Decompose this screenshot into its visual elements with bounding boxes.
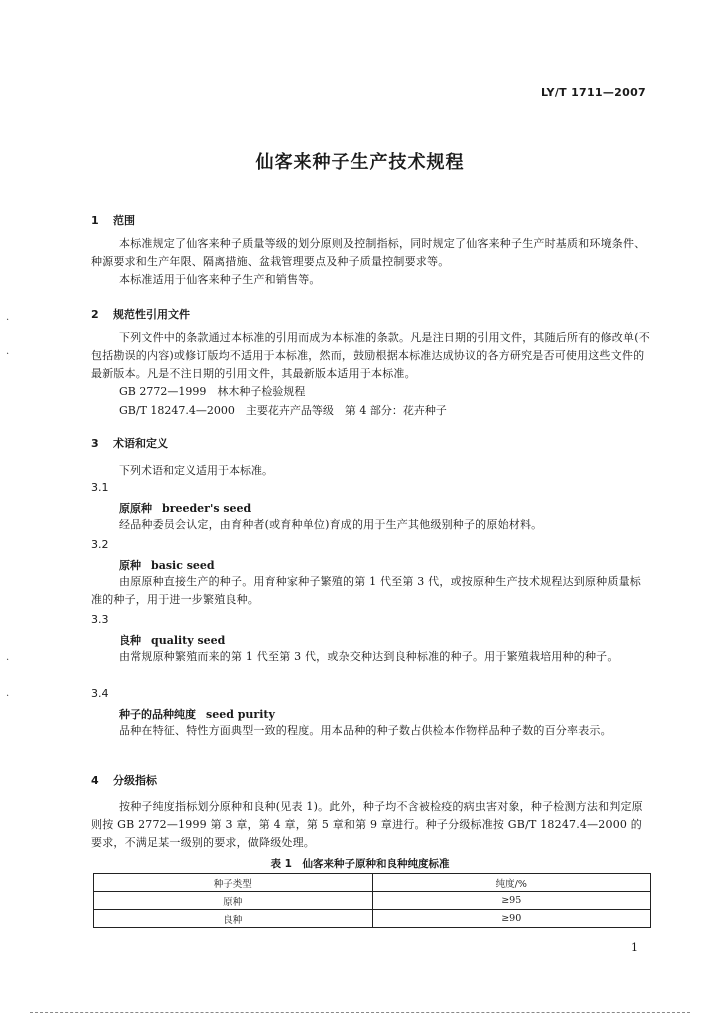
term-definition: 经品种委员会认定，由育种者(或育种单位)育成的用于生产其他级别种子的原始材料。 — [119, 518, 543, 531]
term-heading: 原种 basic seed — [119, 559, 215, 572]
section-2-heading: 2 规范性引用文件 — [91, 308, 190, 321]
term-number: 3.2 — [91, 538, 109, 551]
term-heading: 原原种 breeder's seed — [119, 502, 252, 515]
document-title: 仙客来种子生产技术规程 — [255, 152, 465, 173]
reference-item: GB/T 18247.4—2000 主要花卉产品等级 第 4 部分：花卉种子 — [119, 404, 447, 417]
section-4-heading: 4 分级指标 — [91, 774, 157, 787]
margin-mark: . — [6, 346, 10, 357]
term-number: 3.3 — [91, 613, 109, 626]
section-3-intro: 下列术语和定义适用于本标准。 — [119, 464, 273, 477]
table-caption: 表 1 仙客来种子原种和良种纯度标准 — [270, 858, 450, 870]
margin-mark: . — [6, 688, 10, 699]
standard-code: LY/T 1711—2007 — [540, 86, 646, 99]
term-definition: 由原原种直接生产的种子。用育种家种子繁殖的第 1 代至第 3 代，或按原种生产技术规程达到原种质量标准的种子，用于进一步繁殖良种。 — [91, 575, 641, 606]
section-3-heading: 3 术语和定义 — [91, 437, 168, 450]
table-row — [94, 910, 651, 928]
purity-table — [93, 873, 651, 928]
margin-mark: . — [6, 652, 10, 663]
section-4-paragraph-1: 按种子纯度指标划分原种和良种(见表 1)。此外，种子均不含被检疫的病虫害对象，种子检测方法和判定原则按 GB 2772—1999 第 3 章，第 4 章，第 5 章和第 9 章进行。种子分级标准按 GB/T 18247.4—2000 的要求，不满足某一级别的要求，做降级处理。 — [91, 800, 643, 849]
term-number: 3.4 — [91, 687, 109, 700]
term-definition: 品种在特征、特性方面典型一致的程度。用本品种的种子数占供检本作物样品种子数的百分率表示。 — [119, 724, 612, 737]
term-heading: 良种 quality seed — [119, 634, 226, 647]
table-row — [94, 892, 651, 910]
table-header-cell: 种子类型 — [94, 874, 373, 892]
table-cell: ≥95 — [372, 892, 651, 910]
section-1-paragraph-2: 本标准适用于仙客来种子生产和销售等。 — [119, 273, 321, 286]
scan-edge-line — [30, 1012, 690, 1013]
table-header-cell: 纯度/% — [372, 874, 651, 892]
table-header-row — [94, 874, 651, 892]
table-cell: ≥90 — [372, 910, 651, 928]
section-1-paragraph-1: 本标准规定了仙客来种子质量等级的划分原则及控制指标，同时规定了仙客来种子生产时基质和环境条件、种源要求和生产年限、隔离措施、盆栽管理要点及种子质量控制要求等。 — [91, 237, 646, 268]
page-number: 1 — [631, 941, 638, 954]
table-cell: 原种 — [94, 892, 373, 910]
section-2-paragraph-1: 下列文件中的条款通过本标准的引用而成为本标准的条款。凡是注日期的引用文件，其随后所有的修改单(不包括勘误的内容)或修订版均不适用于本标准，然而，鼓励根据本标准达成协议的各方研究是否可使用这些文件的最新版本。凡是不注日期的引用文件，其最新版本适用于本标准。 — [91, 331, 650, 380]
section-1-heading: 1 范围 — [91, 214, 135, 227]
table-cell: 良种 — [94, 910, 373, 928]
margin-mark: . — [6, 312, 10, 323]
term-number: 3.1 — [91, 481, 109, 494]
reference-item: GB 2772—1999 林木种子检验规程 — [119, 385, 306, 398]
term-heading: 种子的品种纯度 seed purity — [119, 708, 275, 721]
term-definition: 由常规原种繁殖而来的第 1 代至第 3 代，或杂交种达到良种标准的种子。用于繁殖栽培用种的种子。 — [119, 650, 619, 663]
